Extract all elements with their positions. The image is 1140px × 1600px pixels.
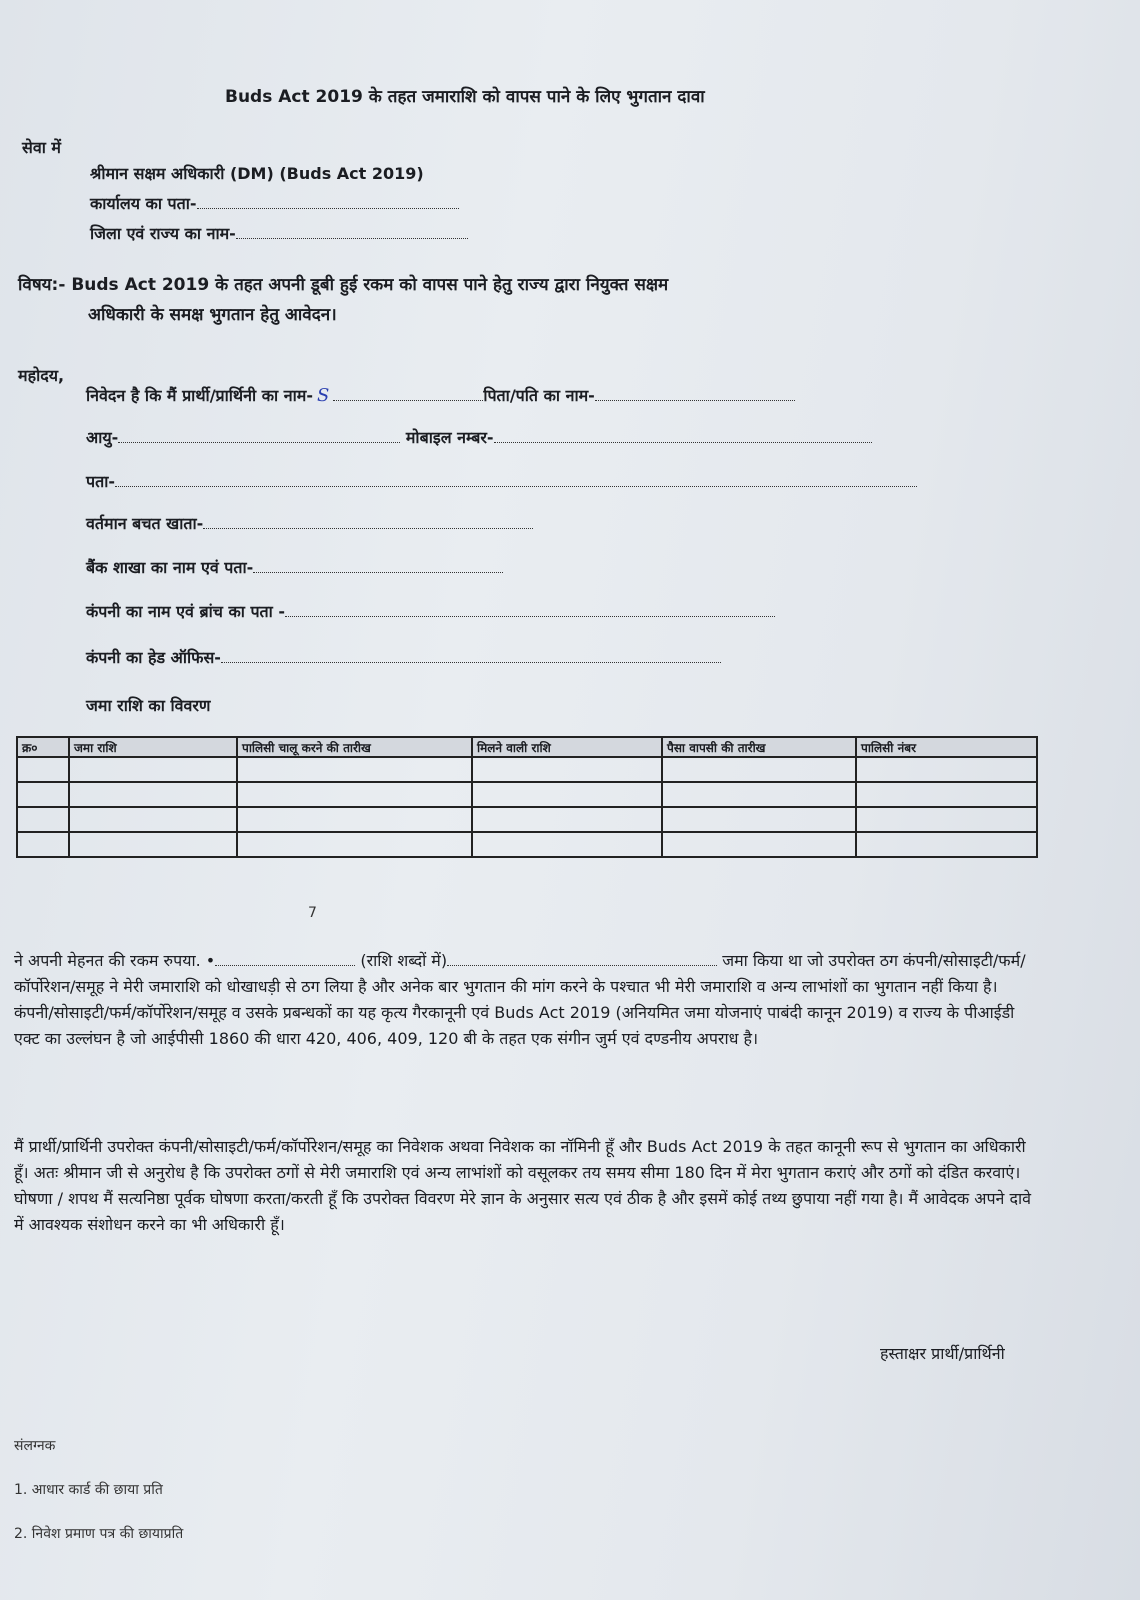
table-row (17, 782, 1037, 807)
head-office-blank (221, 650, 721, 663)
office-address-line (90, 192, 459, 214)
table-cell[interactable] (69, 832, 237, 857)
table-cell[interactable] (17, 757, 69, 782)
table-cell[interactable] (237, 757, 472, 782)
address-line (86, 470, 917, 492)
table-cell[interactable] (69, 807, 237, 832)
age-blank (118, 430, 400, 443)
bank-branch-line (86, 556, 503, 578)
declaration-paragraph-1 (14, 948, 1034, 1052)
bank-branch-blank (253, 560, 503, 573)
bank-branch-label: बैंक शाखा का नाम एवं पता- (86, 558, 254, 577)
savings-account-line (86, 512, 533, 534)
enclosure-item-1: 1. आधार कार्ड की छाया प्रति (14, 1482, 163, 1498)
applicant-name-blank (333, 388, 483, 401)
enclosures-heading: संलग्नक (14, 1438, 56, 1454)
savings-account-label: वर्तमान बचत खाता- (86, 514, 204, 533)
deposited-text: जमा किया था जो (722, 951, 824, 970)
table-cell[interactable] (856, 757, 1037, 782)
table-row (17, 807, 1037, 832)
amount-blank (215, 953, 355, 966)
table-row (17, 757, 1037, 782)
table-cell[interactable] (69, 782, 237, 807)
table-row (17, 832, 1037, 857)
table-cell[interactable] (856, 832, 1037, 857)
deposit-heading: जमा राशि का विवरण (86, 696, 211, 715)
salutation: महोदय, (18, 366, 65, 385)
deposit-table (16, 736, 1038, 858)
district-state-label: जिला एवं राज्य का नाम- (90, 224, 236, 243)
table-cell[interactable] (662, 807, 856, 832)
table-cell[interactable] (662, 782, 856, 807)
table-cell[interactable] (472, 757, 662, 782)
age-mobile-line (86, 426, 872, 448)
father-name-blank (595, 388, 795, 401)
company-branch-label: कंपनी का नाम एवं ब्रांच का पता - (86, 602, 286, 621)
table-cell[interactable] (856, 807, 1037, 832)
table-header: क्र० (17, 737, 69, 757)
table-cell[interactable] (237, 807, 472, 832)
stray-mark: 7 (308, 905, 317, 921)
table-header-row (17, 737, 1037, 757)
subject-line-1: विषय:- Buds Act 2019 के तहत अपनी डूबी हुई रकम को वापस पाने हेतु राज्य द्वारा नियुक्त सक्षम (18, 275, 669, 295)
table-cell[interactable] (856, 782, 1037, 807)
amount-words-label: (राशि शब्दों में) (360, 951, 448, 970)
table-cell[interactable] (472, 832, 662, 857)
company-branch-blank (285, 604, 775, 617)
signature-label: हस्ताक्षर प्रार्थी/प्रार्थिनी (880, 1344, 1005, 1363)
table-cell[interactable] (662, 832, 856, 857)
addressee-officer: श्रीमान सक्षम अधिकारी (DM) (Buds Act 2019) (90, 164, 424, 183)
amount-words-blank (447, 953, 717, 966)
company-branch-line (86, 600, 775, 622)
address-blank (115, 474, 917, 487)
declaration-paragraph-2: मैं प्रार्थी/प्रार्थिनी उपरोक्त कंपनी/सोसाइटी/फर्म/कॉर्पोरेशन/समूह का निवेशक अथवा निवेशक का नॉमिनी हूँ और Buds Act 2019 के तहत कानूनी रूप से भुगतान का अधिकारी हूँ। अतः श्रीमान जी से अनुरोध है कि उपरोक्त ठगों से मेरी जमाराशि एवं अन्य लाभांशों को वसूलकर तय समय सीमा 180 दिन में मेरा भुगतान कराएं और ठगों को दंडित करवाएं। घोषणा / शपथ मैं सत्यनिष्ठा पूर्वक घोषणा करता/करती हूँ कि उपरोक्त विवरण मेरे ज्ञान के अनुसार सत्य एवं ठीक है और इसमें कोई तथ्य छुपाया नहीं गया है। मैं आवेदक अपने दावे में आवश्यक संशोधन करने का भी अधिकारी हूँ। (14, 1137, 1032, 1234)
table-header: पैसा वापसी की तारीख (662, 737, 856, 757)
table-cell[interactable] (17, 782, 69, 807)
document-title: Buds Act 2019 के तहत जमाराशि को वापस पाने के लिए भुगतान दावा (225, 87, 705, 107)
table-header: पालिसी चालू करने की तारीख (237, 737, 472, 757)
applicant-name-line (86, 384, 795, 406)
savings-account-blank (203, 516, 533, 529)
office-address-blank (197, 196, 459, 209)
father-name-label: पिता/पति का नाम- (483, 386, 595, 405)
paragraph-1-body: उपरोक्त ठग कंपनी/सोसाइटी/फर्म/कॉर्पोरेशन/समूह ने मेरी जमाराशि को धोखाधड़ी से ठग लिया है और अनेक बार भुगतान की मांग करने के पश्चात भी मेरी जमाराशि व अन्य लाभांशों का भुगतान नहीं किया है। कंपनी/सोसाइटी/फर्म/कॉर्पोरेशन/समूह व उसके प्रबन्धकों का यह कृत्य गैरकानूनी एवं Buds Act 2019 (अनियमित जमा योजनाएं पाबंदी कानून 2019) व राज्य के पीआईडी एक्ट का उल्लंघन है जो आईपीसी 1860 की धारा 420, 406, 409, 120 बी के तहत एक संगीन जुर्म एवं दण्डनीय अपराध है। (14, 951, 1026, 1048)
address-label: पता- (86, 472, 115, 491)
table-cell[interactable] (662, 757, 856, 782)
table-cell[interactable] (472, 807, 662, 832)
district-state-blank (236, 226, 468, 239)
age-label: आयु- (86, 428, 119, 447)
table-cell[interactable] (17, 832, 69, 857)
district-state-line (90, 222, 468, 244)
table-cell[interactable] (237, 832, 472, 857)
table-cell[interactable] (472, 782, 662, 807)
table-cell[interactable] (237, 782, 472, 807)
amount-label: ने अपनी मेहनत की रकम रुपया. • (14, 951, 216, 970)
head-office-label: कंपनी का हेड ऑफिस- (86, 648, 221, 667)
subject (18, 270, 888, 330)
addressee-to: सेवा में (22, 138, 61, 157)
table-cell[interactable] (17, 807, 69, 832)
table-cell[interactable] (69, 757, 237, 782)
table-header: जमा राशि (69, 737, 237, 757)
enclosure-item-2: 2. निवेश प्रमाण पत्र की छायाप्रति (14, 1526, 184, 1542)
head-office-line (86, 646, 721, 668)
mobile-label: मोबाइल नम्बर- (405, 428, 494, 447)
office-address-label: कार्यालय का पता- (90, 194, 197, 213)
applicant-name-label: निवेदन है कि मैं प्रार्थी/प्रार्थिनी का नाम- (86, 386, 313, 405)
applicant-name-value: S (316, 385, 330, 406)
table-header: पालिसी नंबर (856, 737, 1037, 757)
table-header: मिलने वाली राशि (472, 737, 662, 757)
mobile-blank (494, 430, 872, 443)
subject-line-2: अधिकारी के समक्ष भुगतान हेतु आवेदन। (88, 305, 337, 325)
